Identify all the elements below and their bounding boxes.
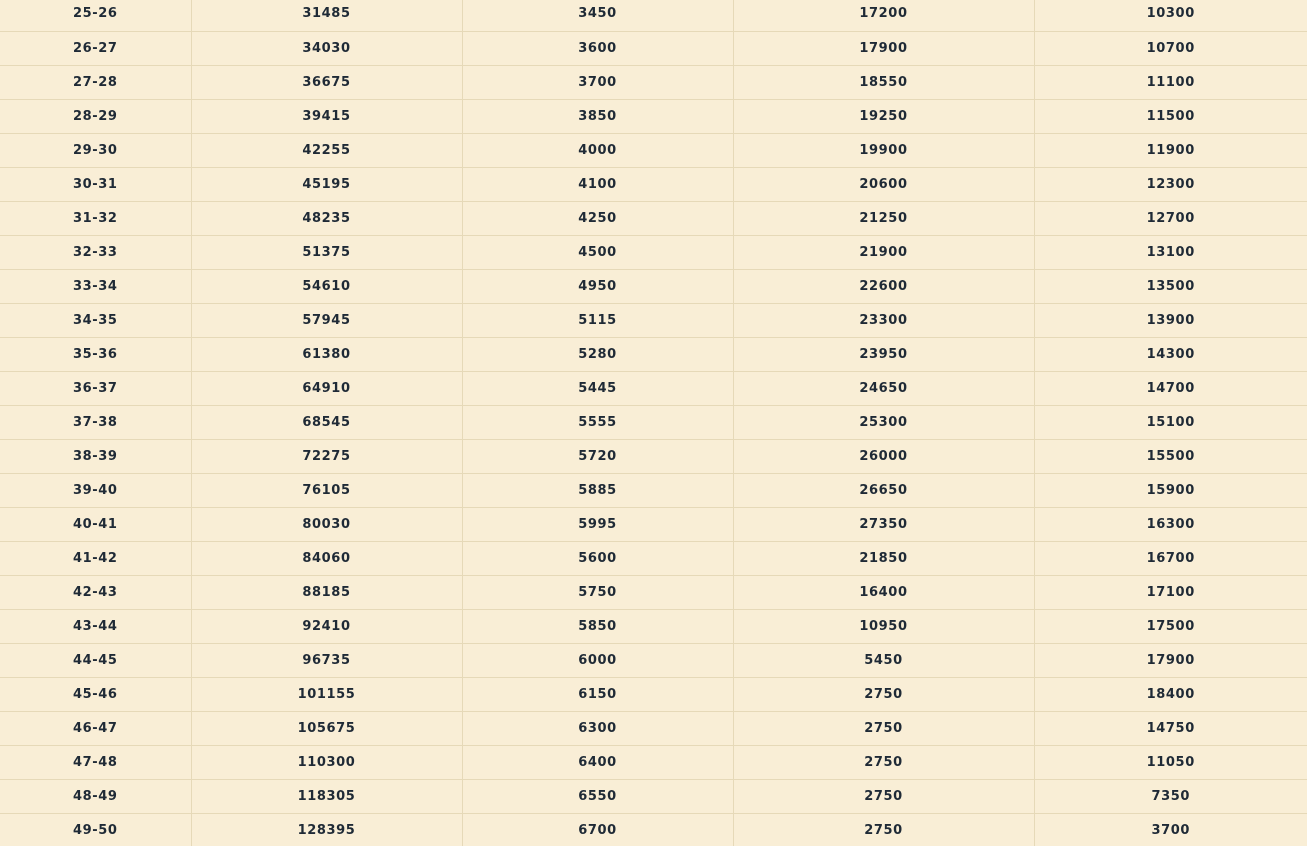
age-range-cell: 31-32 [0,201,191,235]
value-cell-3: 21900 [733,235,1034,269]
value-cell-4: 15500 [1034,439,1307,473]
value-cell-4: 16300 [1034,507,1307,541]
value-cell-2: 4950 [462,269,733,303]
table-row [0,0,1307,31]
value-cell-1: 72275 [191,439,462,473]
table-row [0,167,1307,201]
table-row [0,99,1307,133]
table-row [0,31,1307,65]
value-cell-2: 6400 [462,745,733,779]
value-cell-4: 12300 [1034,167,1307,201]
table-row [0,711,1307,745]
value-cell-1: 51375 [191,235,462,269]
value-cell-3: 2750 [733,779,1034,813]
age-range-cell: 46-47 [0,711,191,745]
value-cell-1: 34030 [191,31,462,65]
value-cell-1: 84060 [191,541,462,575]
value-cell-2: 3850 [462,99,733,133]
value-cell-3: 10950 [733,609,1034,643]
value-cell-2: 6150 [462,677,733,711]
value-cell-2: 4100 [462,167,733,201]
table-row [0,507,1307,541]
value-cell-4: 13900 [1034,303,1307,337]
value-cell-2: 5115 [462,303,733,337]
value-cell-4: 18400 [1034,677,1307,711]
value-cell-4: 11100 [1034,65,1307,99]
age-range-cell: 28-29 [0,99,191,133]
table-row [0,371,1307,405]
table-row [0,609,1307,643]
value-cell-2: 5850 [462,609,733,643]
value-cell-1: 96735 [191,643,462,677]
age-range-cell: 41-42 [0,541,191,575]
table-row [0,303,1307,337]
table-row [0,439,1307,473]
value-cell-1: 76105 [191,473,462,507]
value-cell-4: 11500 [1034,99,1307,133]
value-cell-1: 31485 [191,0,462,31]
value-cell-4: 15900 [1034,473,1307,507]
value-cell-3: 2750 [733,745,1034,779]
table-row [0,405,1307,439]
value-cell-4: 3700 [1034,813,1307,846]
value-cell-3: 23950 [733,337,1034,371]
age-range-cell: 36-37 [0,371,191,405]
value-cell-3: 18550 [733,65,1034,99]
age-range-cell: 26-27 [0,31,191,65]
value-cell-3: 2750 [733,677,1034,711]
table-row [0,745,1307,779]
table-row [0,337,1307,371]
value-cell-3: 19900 [733,133,1034,167]
value-cell-2: 5995 [462,507,733,541]
value-cell-2: 5280 [462,337,733,371]
value-cell-3: 26000 [733,439,1034,473]
value-cell-2: 3700 [462,65,733,99]
value-cell-1: 68545 [191,405,462,439]
value-cell-3: 21850 [733,541,1034,575]
value-cell-2: 4250 [462,201,733,235]
age-range-cell: 38-39 [0,439,191,473]
table-row [0,65,1307,99]
value-cell-4: 17500 [1034,609,1307,643]
value-cell-4: 11050 [1034,745,1307,779]
table-row [0,473,1307,507]
value-cell-4: 17900 [1034,643,1307,677]
age-range-cell: 42-43 [0,575,191,609]
value-cell-4: 11900 [1034,133,1307,167]
table-row [0,201,1307,235]
age-range-cell: 37-38 [0,405,191,439]
value-cell-3: 17900 [733,31,1034,65]
age-range-cell: 43-44 [0,609,191,643]
table-row [0,575,1307,609]
value-cell-1: 57945 [191,303,462,337]
value-cell-1: 88185 [191,575,462,609]
value-cell-4: 13500 [1034,269,1307,303]
age-range-cell: 48-49 [0,779,191,813]
value-cell-4: 15100 [1034,405,1307,439]
value-cell-3: 24650 [733,371,1034,405]
value-cell-1: 101155 [191,677,462,711]
age-range-cell: 45-46 [0,677,191,711]
value-cell-2: 6550 [462,779,733,813]
age-range-cell: 33-34 [0,269,191,303]
value-cell-3: 22600 [733,269,1034,303]
value-cell-2: 5555 [462,405,733,439]
value-cell-4: 10700 [1034,31,1307,65]
age-range-cell: 49-50 [0,813,191,846]
value-cell-3: 2750 [733,711,1034,745]
value-cell-3: 21250 [733,201,1034,235]
value-cell-2: 6300 [462,711,733,745]
age-range-cell: 27-28 [0,65,191,99]
value-cell-4: 14700 [1034,371,1307,405]
value-cell-1: 36675 [191,65,462,99]
value-cell-1: 54610 [191,269,462,303]
age-range-cell: 47-48 [0,745,191,779]
table-row [0,779,1307,813]
value-cell-3: 17200 [733,0,1034,31]
value-cell-1: 39415 [191,99,462,133]
value-cell-1: 45195 [191,167,462,201]
table-row [0,133,1307,167]
value-cell-2: 5445 [462,371,733,405]
value-cell-1: 118305 [191,779,462,813]
value-cell-1: 61380 [191,337,462,371]
value-cell-1: 128395 [191,813,462,846]
table-row [0,541,1307,575]
value-cell-2: 6000 [462,643,733,677]
value-cell-2: 3600 [462,31,733,65]
value-cell-4: 17100 [1034,575,1307,609]
table-row [0,269,1307,303]
value-cell-3: 27350 [733,507,1034,541]
value-cell-1: 110300 [191,745,462,779]
age-range-cell: 34-35 [0,303,191,337]
age-range-cell: 44-45 [0,643,191,677]
value-cell-2: 4500 [462,235,733,269]
table-row [0,677,1307,711]
value-cell-2: 5720 [462,439,733,473]
value-cell-2: 3450 [462,0,733,31]
value-cell-4: 12700 [1034,201,1307,235]
value-cell-4: 7350 [1034,779,1307,813]
value-cell-3: 20600 [733,167,1034,201]
age-range-cell: 29-30 [0,133,191,167]
value-cell-4: 10300 [1034,0,1307,31]
value-cell-1: 64910 [191,371,462,405]
value-cell-3: 2750 [733,813,1034,846]
value-cell-3: 26650 [733,473,1034,507]
value-cell-2: 5600 [462,541,733,575]
value-cell-1: 42255 [191,133,462,167]
age-range-cell: 32-33 [0,235,191,269]
value-cell-2: 4000 [462,133,733,167]
value-cell-2: 5885 [462,473,733,507]
value-cell-1: 80030 [191,507,462,541]
value-cell-4: 16700 [1034,541,1307,575]
value-cell-3: 23300 [733,303,1034,337]
value-cell-4: 13100 [1034,235,1307,269]
value-cell-2: 6700 [462,813,733,846]
value-cell-3: 5450 [733,643,1034,677]
age-range-cell: 40-41 [0,507,191,541]
table-row [0,813,1307,846]
value-cell-3: 25300 [733,405,1034,439]
value-cell-1: 105675 [191,711,462,745]
value-cell-4: 14750 [1034,711,1307,745]
value-cell-1: 92410 [191,609,462,643]
value-cell-3: 19250 [733,99,1034,133]
value-cell-1: 48235 [191,201,462,235]
age-range-cell: 30-31 [0,167,191,201]
table-row [0,643,1307,677]
value-cell-3: 16400 [733,575,1034,609]
value-cell-2: 5750 [462,575,733,609]
age-range-cell: 35-36 [0,337,191,371]
age-range-cell: 39-40 [0,473,191,507]
table-row [0,235,1307,269]
value-cell-4: 14300 [1034,337,1307,371]
age-range-cell: 25-26 [0,0,191,31]
